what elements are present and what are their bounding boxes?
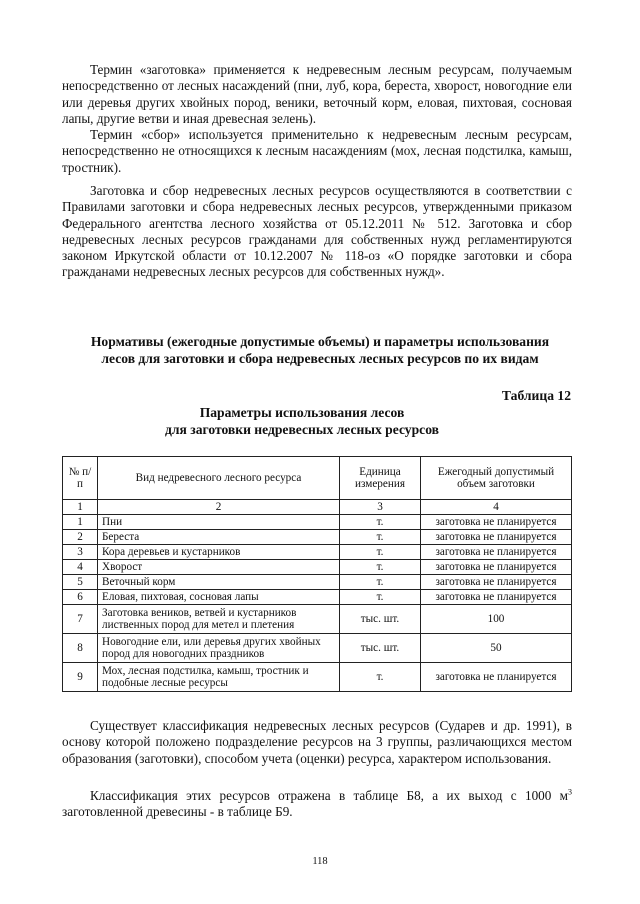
paragraph-table-references (62, 788, 572, 821)
table-row (63, 530, 572, 545)
header-resource: Вид недревесного лесного ресурса (98, 457, 340, 500)
table-label: Таблица 12 (501, 388, 571, 403)
section-heading-line1: Нормативы (ежегодные допустимые объемы) и параметры использования (90, 334, 550, 349)
table-title-line2: для заготовки недревесных лесных ресурсов (164, 422, 439, 437)
paragraph-term-collection: Термин «сбор» используется применительно к недревесным лесным ресурсам, непосредственно не относящихся к лесным насаждениям (мох, лесная подстилка, камыш, тростник). (62, 127, 572, 175)
row-volume: заготовка не планируется (421, 575, 572, 590)
column-number: 4 (421, 500, 572, 515)
row-resource: Кора деревьев и кустарников (98, 545, 340, 560)
row-resource: Береста (98, 530, 340, 545)
table-row (63, 590, 572, 605)
row-num: 6 (63, 590, 98, 605)
row-resource: Хворост (98, 560, 340, 575)
row-num: 9 (63, 663, 98, 692)
header-num: № п/п (63, 457, 98, 500)
table-title-line1: Параметры использования лесов (199, 405, 405, 420)
row-num: 4 (63, 560, 98, 575)
row-volume: 100 (421, 605, 572, 634)
header-volume: Ежегодный допустимый объем заготовки (421, 457, 572, 500)
column-number: 2 (98, 500, 340, 515)
row-resource: Еловая, пихтовая, сосновая лапы (98, 590, 340, 605)
row-volume: заготовка не планируется (421, 590, 572, 605)
row-volume: заготовка не планируется (421, 515, 572, 530)
table-row (63, 575, 572, 590)
row-unit: т. (340, 575, 421, 590)
row-num: 5 (63, 575, 98, 590)
column-number: 3 (340, 500, 421, 515)
row-volume: заготовка не планируется (421, 663, 572, 692)
paragraph-regulations: Заготовка и сбор недревесных лесных ресурсов осуществляются в соответствии с Правилами заготовки и сбора недревесных лесных ресурсов, утвержденными приказом Федерального агентства лесного хозяйства от 05.12.2011 № 512. Заготовка и сбор недревесных лесных ресурсов гражданами для собственных нужд регламентируются законом Иркутской области от 10.12.2007 № 118-оз «О порядке заготовки и сбора гражданами недревесных лесных ресурсов для собственных нужд». (62, 183, 572, 280)
row-unit: тыс. шт. (340, 605, 421, 634)
row-unit: т. (340, 560, 421, 575)
row-volume: 50 (421, 634, 572, 663)
row-unit: т. (340, 545, 421, 560)
section-heading (40, 333, 600, 367)
table-row (63, 634, 572, 663)
row-resource: Заготовка веников, ветвей и кустарников лиственных пород для метел и плетения (98, 605, 340, 634)
row-resource: Мох, лесная подстилка, камыш, тростник и подобные лесные ресурсы (98, 663, 340, 692)
row-num: 2 (63, 530, 98, 545)
column-number: 1 (63, 500, 98, 515)
column-number-row (63, 500, 572, 515)
row-num: 7 (63, 605, 98, 634)
table-row (63, 515, 572, 530)
section-heading-line2: лесов для заготовки и сбора недревесных лесных ресурсов по их видам (101, 351, 539, 366)
row-num: 8 (63, 634, 98, 663)
table-row (63, 663, 572, 692)
table-header-row (63, 457, 572, 500)
paragraph-classification: Существует классификация недревесных лесных ресурсов (Сударев и др. 1991), в основу которой положено подразделение ресурсов на 3 группы, различающихся местом образования (заготовки), способом учета (оценки) ресурса, характером использования. (62, 718, 572, 766)
row-resource: Пни (98, 515, 340, 530)
paragraph-term-harvesting: Термин «заготовка» применяется к недревесным лесным ресурсам, получаемым непосредственно от лесных насаждений (пни, луб, кора, береста, хворост, новогодние ели или деревья других хвойных пород, веники, веточный корм, еловая, пихтовая, сосновая лапы, другие ветви и иная древесная зелень). (62, 62, 572, 126)
row-unit: тыс. шт. (340, 634, 421, 663)
table-row (63, 545, 572, 560)
row-unit: т. (340, 530, 421, 545)
p5-superscript: 3 (568, 787, 572, 797)
row-resource: Веточный корм (98, 575, 340, 590)
table-title (62, 404, 542, 438)
row-num: 1 (63, 515, 98, 530)
header-unit: Единица измерения (340, 457, 421, 500)
table-row (63, 560, 572, 575)
page-number: 118 (312, 856, 328, 867)
row-unit: т. (340, 515, 421, 530)
row-unit: т. (340, 590, 421, 605)
row-unit: т. (340, 663, 421, 692)
table-row (63, 605, 572, 634)
row-volume: заготовка не планируется (421, 530, 572, 545)
row-volume: заготовка не планируется (421, 560, 572, 575)
p5-text-before: Классификация этих ресурсов отражена в таблице Б8, а их выход с 1000 м (90, 788, 568, 803)
parameters-table (62, 456, 572, 692)
row-resource: Новогодние ели, или деревья других хвойных пород для новогодних праздников (98, 634, 340, 663)
row-num: 3 (63, 545, 98, 560)
row-volume: заготовка не планируется (421, 545, 572, 560)
p5-text-after: заготовленной древесины - в таблице Б9. (62, 804, 293, 820)
